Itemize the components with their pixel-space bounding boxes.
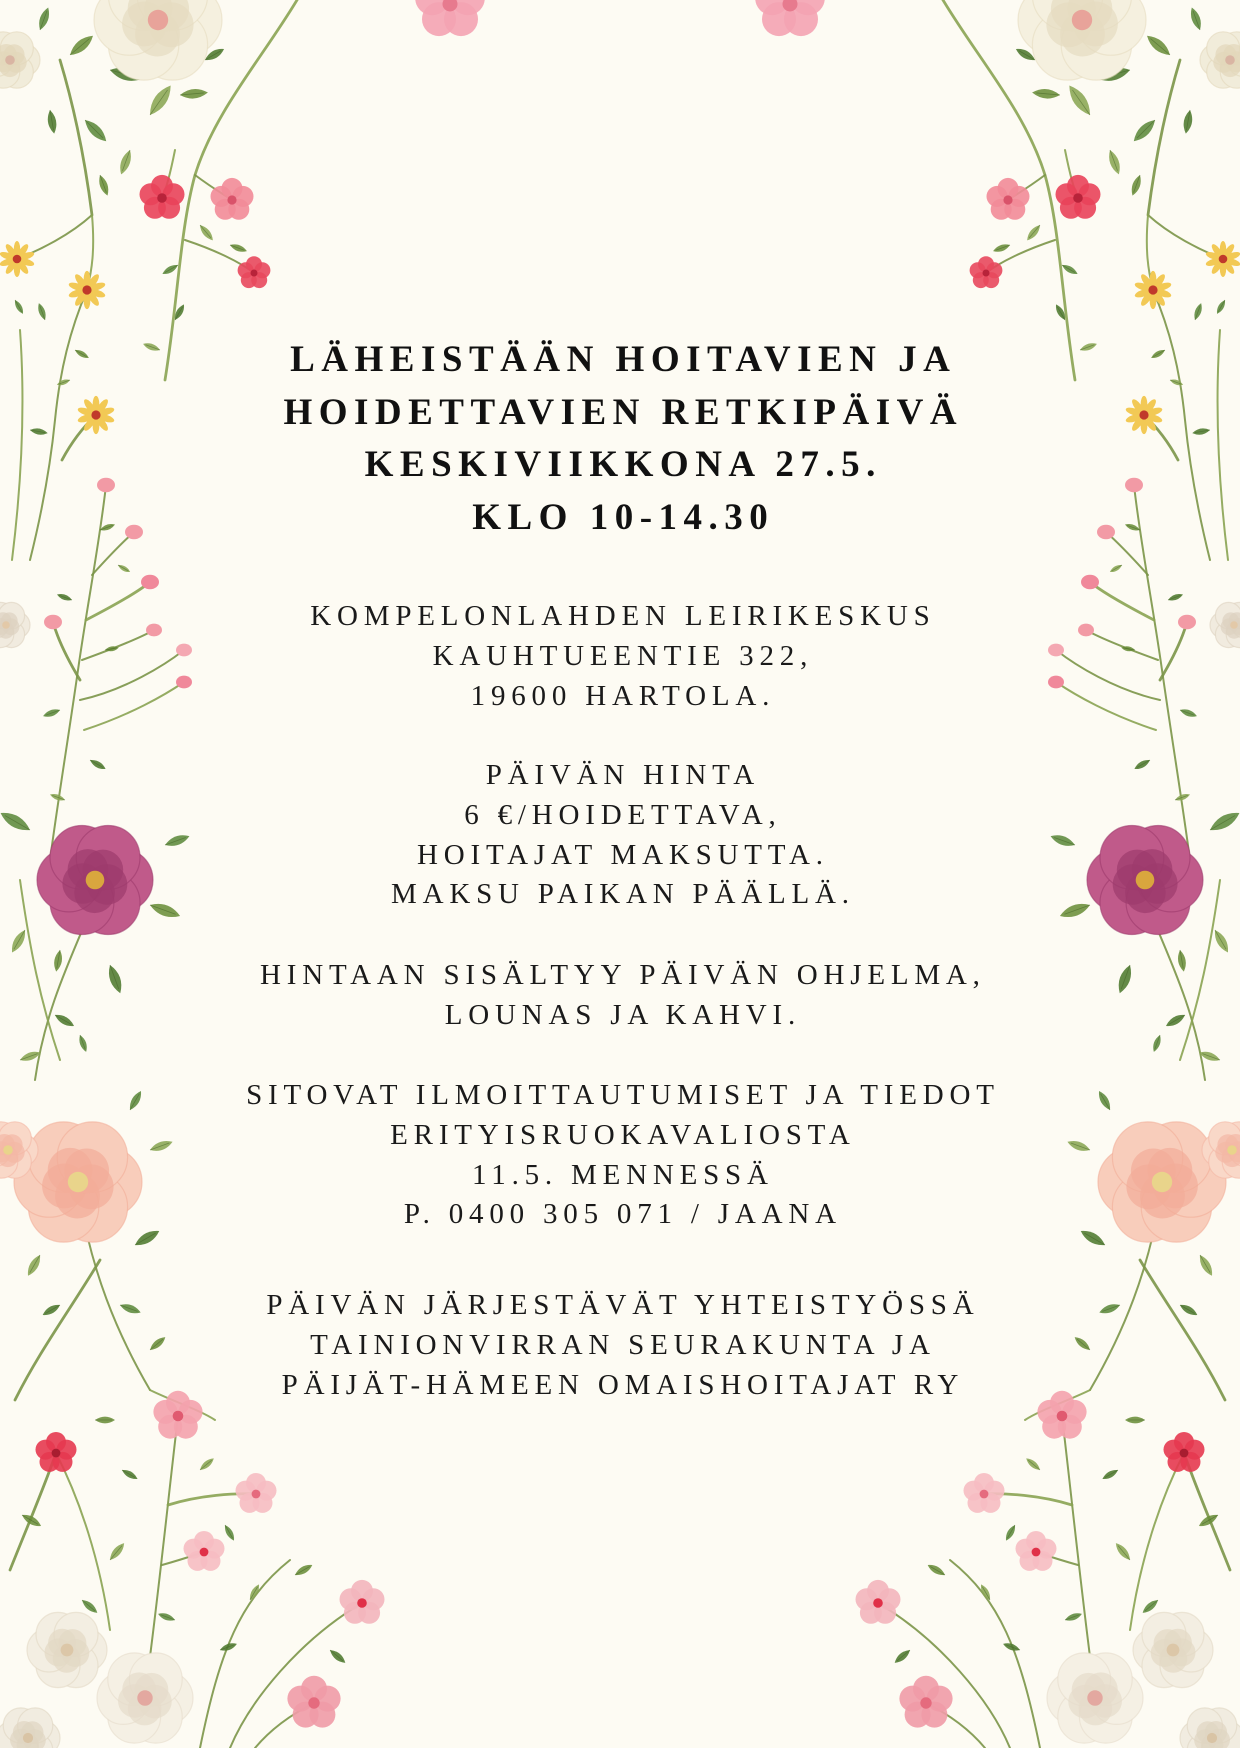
daisy-decoration <box>68 271 106 309</box>
price-line: HOITAJAT MAKSUTTA. <box>417 838 829 871</box>
registration-block <box>0 1076 1240 1235</box>
pink-flower-decoration <box>287 1676 340 1728</box>
leaf-decoration <box>96 174 111 197</box>
event-title <box>0 334 1240 545</box>
title-line: KESKIVIIKKONA 27.5. <box>364 444 882 486</box>
leaf-decoration <box>161 262 180 276</box>
stem-decoration <box>230 1603 362 1748</box>
price-block <box>0 756 1240 915</box>
pink-flower-decoration <box>415 0 485 36</box>
leaf-decoration <box>117 148 134 175</box>
included-line: HINTAAN SISÄLTYY PÄIVÄN OHJELMA, <box>260 959 986 991</box>
leaf-decoration <box>157 1611 176 1623</box>
pink-flower-decoration <box>340 1580 385 1624</box>
leaf-decoration <box>247 1583 261 1602</box>
title-line: KLO 10-14.30 <box>472 497 775 539</box>
leaf-decoration <box>46 109 58 134</box>
price-line: PÄIVÄN HINTA <box>485 759 761 791</box>
leaf-decoration <box>67 32 97 59</box>
leaf-decoration <box>117 563 132 574</box>
leaf-decoration <box>36 302 48 321</box>
pink-flower-decoration <box>211 178 254 220</box>
leaf-decoration <box>180 88 209 100</box>
contact-line: P. 0400 305 071 / JAANA <box>403 1198 842 1231</box>
rose-decoration <box>27 1612 107 1687</box>
leaf-decoration <box>77 1034 89 1053</box>
rose-decoration <box>0 1708 60 1748</box>
location-line: 19600 HARTOLA. <box>470 679 776 712</box>
leaf-decoration <box>36 6 52 31</box>
registration-line: ERITYISRUOKAVALIOSTA <box>390 1118 856 1151</box>
pink-flower-decoration <box>184 1531 225 1571</box>
leaf-decoration <box>8 928 29 955</box>
organizers-line: TAINIONVIRRAN SEURAKUNTA JA <box>310 1328 936 1361</box>
stem-decoration <box>60 60 92 215</box>
daisy-decoration <box>0 241 35 277</box>
leaf-decoration <box>145 82 176 118</box>
registration-line: 11.5. MENNESSÄ <box>472 1158 774 1191</box>
leaf-decoration <box>95 1417 115 1424</box>
leaf-decoration <box>80 1597 100 1615</box>
leaf-decoration <box>229 242 248 254</box>
leaf-decoration <box>81 116 109 144</box>
price-line: 6 €/HOIDETTAVA, <box>464 798 782 831</box>
pink-flower-decoration <box>140 175 185 219</box>
organizers-line: PÄIVÄN JÄRJESTÄVÄT YHTEISTYÖSSÄ <box>266 1289 980 1321</box>
leaf-decoration <box>120 1467 139 1481</box>
rose-decoration <box>0 32 40 88</box>
registration-line: SITOVAT ILMOITTAUTUMISET JA TIEDOT <box>246 1079 1000 1111</box>
price-line: MAKSU PAIKAN PÄÄLLÄ. <box>391 878 855 911</box>
bud-decoration <box>141 575 159 589</box>
leaf-decoration <box>328 1647 348 1665</box>
pink-flower-decoration <box>36 1432 77 1472</box>
organizers-block <box>0 1286 1240 1405</box>
leaf-decoration <box>197 223 215 243</box>
leaf-decoration <box>293 1562 314 1578</box>
rose-decoration <box>94 0 222 80</box>
location-block <box>0 597 1240 716</box>
title-line: HOIDETTAVIEN RETKIPÄIVÄ <box>283 391 964 433</box>
included-block <box>0 956 1240 1036</box>
leaf-decoration <box>222 1523 236 1542</box>
organizers-line: PÄIJÄT-HÄMEEN OMAISHOITAJAT RY <box>281 1368 965 1401</box>
stem-decoration <box>56 1453 110 1630</box>
included-line: LOUNAS JA KAHVI. <box>444 998 802 1031</box>
pink-flower-decoration <box>238 256 271 288</box>
leaf-decoration <box>24 1253 43 1278</box>
title-line: LÄHEISTÄÄN HOITAVIEN JA <box>290 339 957 380</box>
rose-decoration <box>97 1653 193 1743</box>
leaf-decoration <box>107 1541 127 1563</box>
leaf-decoration <box>13 299 26 316</box>
leaf-decoration <box>198 1456 216 1472</box>
location-line: KAUHTUEENTIE 322, <box>432 639 814 672</box>
pink-flower-decoration <box>236 1473 277 1513</box>
location-line: KOMPELONLAHDEN LEIRIKESKUS <box>310 600 936 632</box>
